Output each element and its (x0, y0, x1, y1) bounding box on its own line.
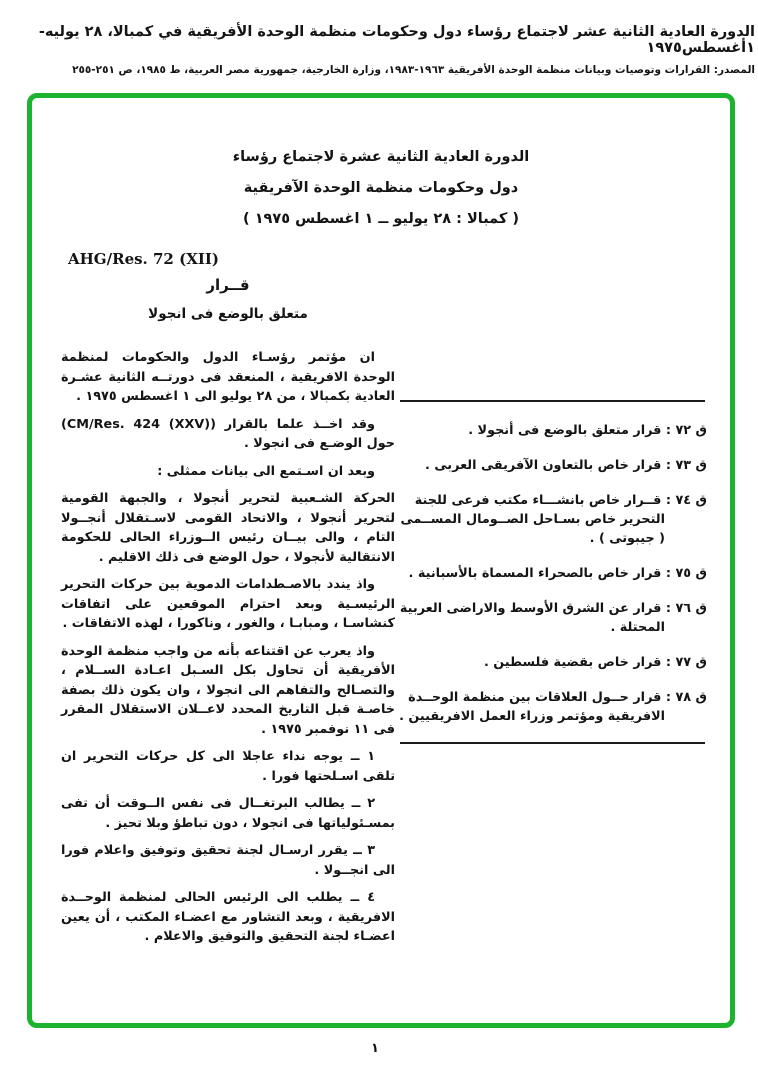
resolution-number: ق ٧٨ : (665, 690, 707, 705)
resolution-number: ق ٧٦ : (665, 601, 707, 616)
page-number: ١ (371, 1041, 379, 1056)
numbered-item-4: ٤ ــ يطلب الى الرئيس الحالى لمنظمة الوحــدة الافريقية ، وبعد التشاور مع اعضـاء المكتب ، أن يعين اعضـاء لجنة التحقيق والتوفيق والاعلام . (61, 890, 395, 944)
resolution-number: ق ٧٣ : (665, 458, 707, 473)
resolution-number: ق ٧٤ : (665, 493, 707, 508)
paragraph-preamble: ان مؤتمر رؤسـاء الدول والحكومات لمنظمة الوحدة الافريقية ، المنعقد فى دورتــه الثانية عشـرة العادية بكمبالا ، من ٢٨ يوليو الى ١ اغسطس ١٩٧٥ . (61, 350, 395, 404)
index-bottom-rule (400, 742, 705, 744)
list-item-res-74 (398, 491, 707, 548)
resolution-title-text: قــرار خاص بانشـــاء مكتب فرعى للجنة التحرير خاص بسـاحل الصــومال المســمى ( جيبوتى ) . (400, 493, 665, 546)
resolution-body (61, 276, 395, 955)
resolution-heading: قــرار (206, 276, 250, 294)
document-frame (27, 93, 735, 1028)
resolution-number: ق ٧٥ : (665, 566, 707, 581)
list-item-res-72 (398, 421, 707, 440)
list-item-res-73 (398, 456, 707, 475)
resolutions-index (398, 400, 707, 744)
paragraph-having-heard: وبعد ان اسـتمع الى بيانات ممثلى : (157, 463, 375, 479)
list-item-res-75 (398, 564, 707, 583)
document-title-line: الدورة العادية الثانية عشرة لاجتماع رؤساء (232, 149, 530, 165)
numbered-item-2: ٢ ــ يطالب البرتغــال فى نفس الــوقت أن تفى بمسـئولياتها فى انجولا ، دون تباطؤ وبلا تحيز . (61, 796, 395, 831)
header-session-line: الدورة العادية الثانية عشر لاجتماع رؤساء دول وحكومات منظمة الوحدة الأفريقية في كمبالا، ٢٨ يوليه- ١أغسطس١٩٧٥ (38, 24, 755, 56)
resolution-reference: AHG/Res. 72 (XII) (68, 250, 219, 268)
paragraph-noting-resolution: وقد اخــذ علما بالقرار (CM/Res. 424 (XXV)) حول الوضـع فى انجولا . (61, 416, 395, 451)
resolution-title-text: قرار عن الشرق الأوسط والاراضى العربية المحتلة . (399, 601, 665, 635)
resolution-number: ق ٧٢ : (665, 423, 707, 438)
resolution-title-text: قرار خاص بالتعاون الآفريقى العربى . (425, 458, 662, 473)
numbered-item-3: ٣ ــ يقرر ارسـال لجنة تحقيق وتوفيق واعلام فورا الى انجــولا . (61, 843, 395, 878)
paragraph-movements: الحركة الشـعبية لتحرير أنجولا ، والجبهة القومية لتحرير أنجولا ، والاتحاد القومى لاسـتقلال أنجــولا التام ، والى بيــان رئيس الــوزراء الحالى للحكومة الانتقالية لأنجولا ، حول الوضع فى ذلك الاقليم . (61, 491, 395, 565)
resolution-title-text: قرار متعلق بالوضع فى أنجولا . (468, 423, 662, 438)
document-title (32, 148, 730, 241)
resolution-subheading: متعلق بالوضع فى انجولا (148, 305, 308, 322)
resolution-title-text: قرار خاص بالصحراء المسماة بالأسبانية . (408, 566, 662, 581)
list-item-res-77 (398, 653, 707, 672)
resolution-title-text: قرار حــول العلاقات بين منظمة الوحــدة الافريقية ومؤتمر وزراء العمل الافريقيين . (399, 690, 665, 724)
page-header (2, 24, 755, 76)
document-title-line: ( كمبالا : ٢٨ يوليو ــ ١ اغسطس ١٩٧٥ ) (243, 211, 519, 227)
header-source-line: المصدر: القرارات وتوصيات وبيانات منظمة الوحدة الأفريقية ١٩٦٣-١٩٨٣، وزارة الخارجية، جمهورية مصر العربية، ط ١٩٨٥، ص ٢٥١-٢٥٥ (72, 64, 755, 76)
paragraph-denouncing: واذ يندد بالاصـطدامات الدموية بين حركات التحرير الرئيسـية وبعد احترام الموقعين على اتفاقات كنشاسـا ، ومبابـا ، والغور ، وناكورا ، لهذه الاتفاقات . (61, 577, 395, 631)
paragraph-convinced: واذ يعرب عن اقتناعه بأنه من واجب منظمة الوحدة الأفريقية أن تحاول بكل السـبل اعـادة الســلام ، والتصـالح والتفاهم الى انجولا ، وان يكون ذلك بصفة خاصـة قبل التاريخ المحدد لاعــلان الاستقلال المقرر فى ١١ نوفمبر ١٩٧٥ . (61, 643, 395, 737)
document-title-line: دول وحكومات منظمة الوحدة الآفريقية (243, 180, 519, 196)
resolution-number: ق ٧٧ : (665, 655, 707, 670)
list-item-res-76 (398, 599, 707, 637)
list-item-res-78 (398, 688, 707, 726)
resolution-title-text: قرار خاص بقضية فلسطين . (483, 655, 662, 670)
numbered-item-1: ١ ــ يوجه نداء عاجلا الى كل حركات التحرير ان تلقى اسـلحتها فورا . (61, 749, 395, 784)
index-top-rule (400, 400, 705, 402)
